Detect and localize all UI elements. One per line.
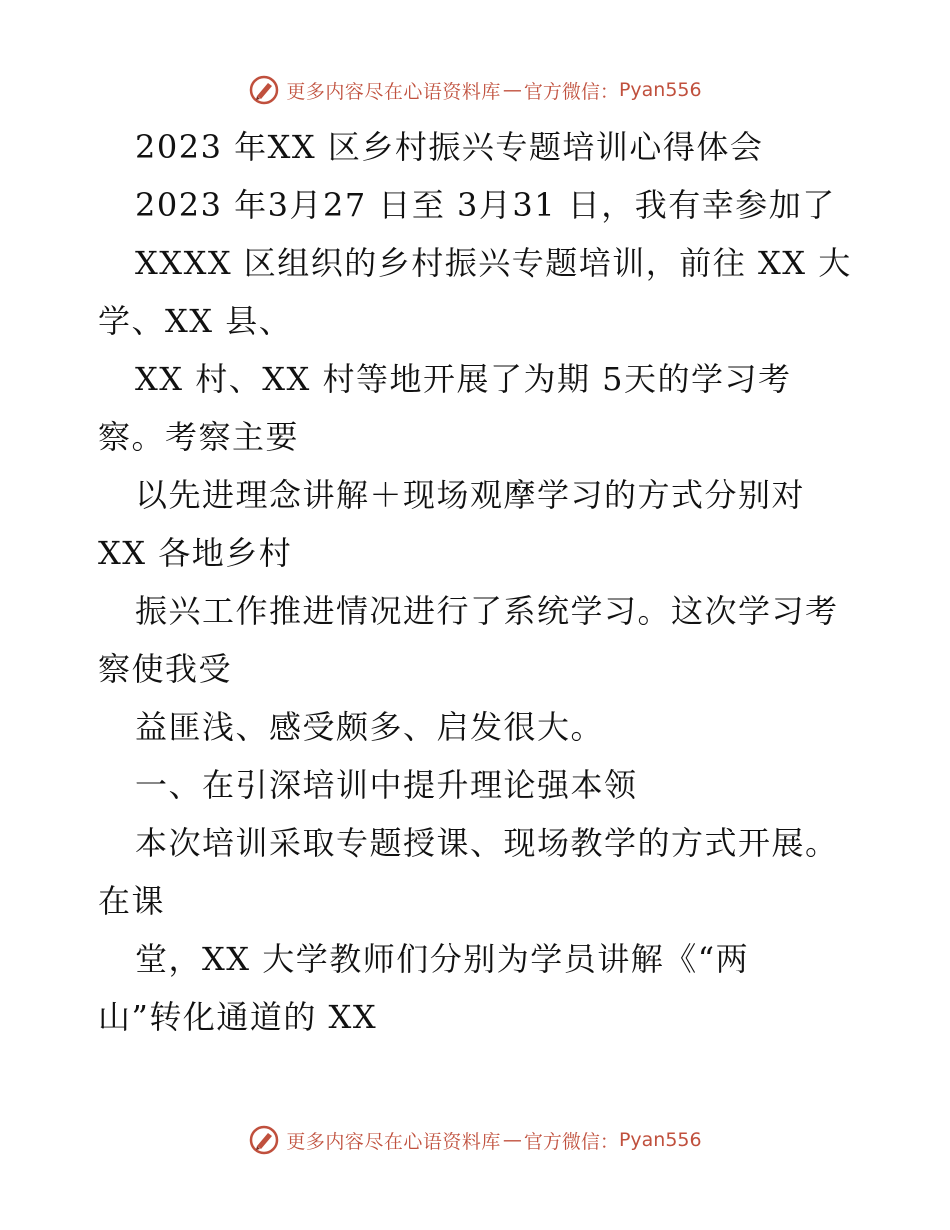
- watermark-site-text: 更多内容尽在心语资料库: [286, 1130, 501, 1153]
- section-heading: 一、在引深培训中提升理论强本领: [135, 766, 638, 804]
- watermark-site-text: 更多内容尽在心语资料库: [286, 80, 501, 103]
- watermark-account: Pyan556: [618, 79, 702, 101]
- pen-logo-icon: [248, 1124, 280, 1156]
- text-line: 察。考察主要: [98, 418, 300, 456]
- footer-watermark: [0, 1120, 950, 1160]
- pen-logo-icon: [248, 74, 280, 106]
- text-line: XXXX 区组织的乡村振兴专题培训，前往 XX 大: [135, 244, 852, 282]
- document-title: 2023 年XX 区乡村振兴专题培训心得体会: [135, 128, 764, 166]
- watermark-label: 官方微信：: [523, 80, 619, 103]
- text-line: 堂，XX 大学教师们分别为学员讲解《“两: [135, 940, 750, 978]
- text-line: 益匪浅、感受颇多、启发很大。: [135, 708, 605, 746]
- text-line: 2023 年3月27 日至 3月31 日，我有幸参加了: [135, 186, 836, 224]
- watermark-label: 官方微信：: [523, 1130, 619, 1153]
- header-watermark: [0, 70, 950, 110]
- text-line: 学、XX 县、: [98, 302, 293, 340]
- watermark-separator: —: [502, 1129, 522, 1151]
- text-line: 本次培训采取专题授课、现场教学的方式开展。: [135, 824, 839, 862]
- text-line: XX 各地乡村: [98, 534, 293, 572]
- text-line: 以先进理念讲解＋现场观摩学习的方式分别对: [135, 476, 806, 514]
- watermark-account: Pyan556: [618, 1129, 702, 1151]
- text-line: 在课: [98, 882, 166, 920]
- text-line: 山”转化通道的 XX: [98, 998, 378, 1036]
- text-line: 察使我受: [98, 650, 233, 688]
- watermark-separator: —: [502, 79, 522, 101]
- text-line: XX 村、XX 村等地开展了为期 5天的学习考: [135, 360, 792, 398]
- text-line: 振兴工作推进情况进行了系统学习。这次学习考: [135, 592, 839, 630]
